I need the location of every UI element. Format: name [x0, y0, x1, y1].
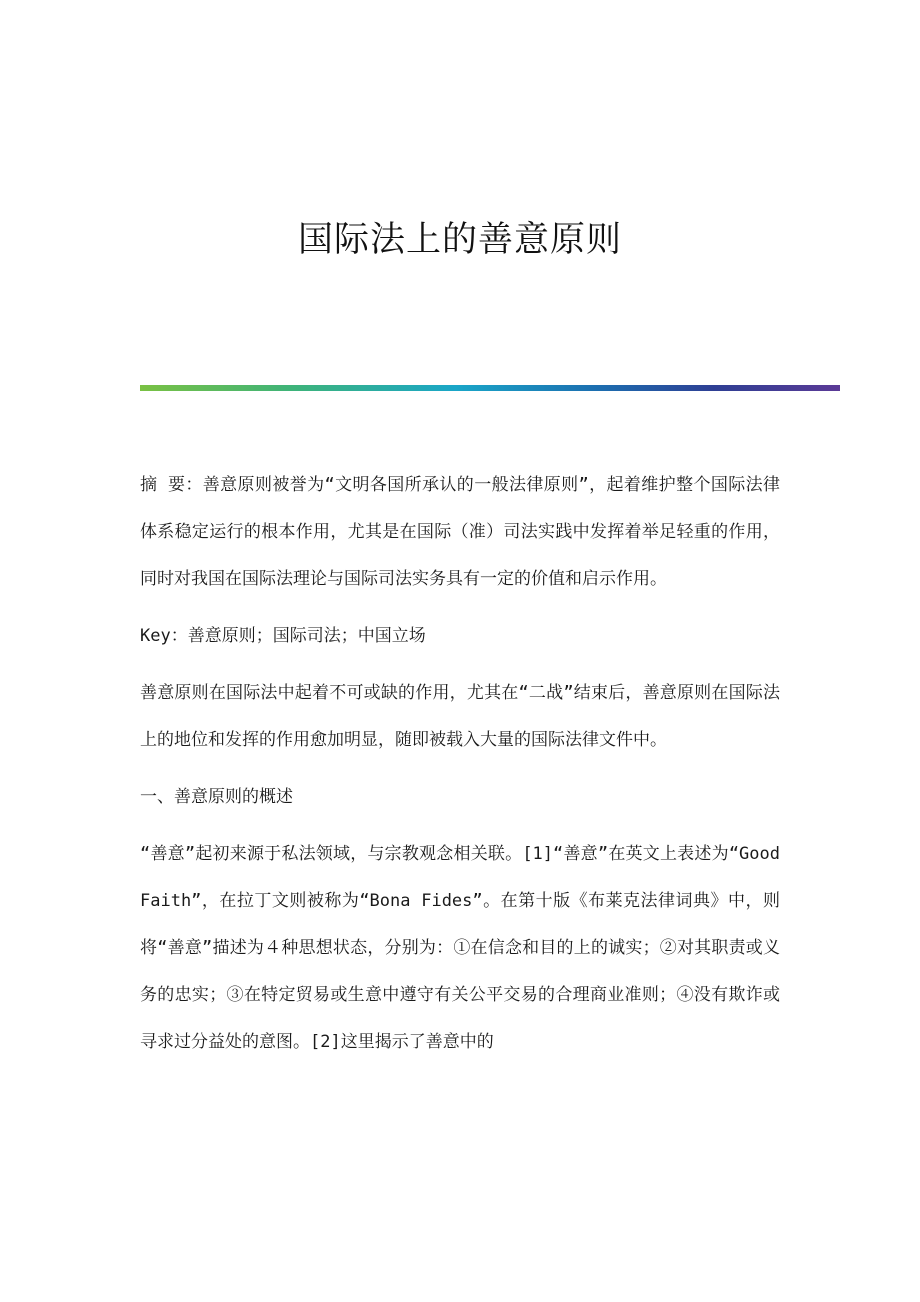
section-paragraph: “善意”起初来源于私法领域，与宗教观念相关联。[1]“善意”在英文上表述为“Good Faith”，在拉丁文则被称为“Bona Fides”。在第十版《布莱克法律词典》中，则将“善意”描述为４种思想状态，分别为：①在信念和目的上的诚实；②对其职责或义务的忠实；③在特定贸易或生意中遵守有关公平交易的合理商业准则；④没有欺诈或寻求过分益处的意图。[2]这里揭示了善意中的 — [140, 844, 780, 1052]
document-body — [140, 462, 780, 1076]
abstract-paragraph: 摘 要：善意原则被誉为“文明各国所承认的一般法律原则”，起着维护整个国际法律体系稳定运行的根本作用，尤其是在国际（准）司法实践中发挥着举足轻重的作用，同时对我国在国际法理论与国际司法实务具有一定的价值和启示作用。 — [140, 475, 780, 589]
keywords-line: Key：善意原则；国际司法；中国立场 — [140, 626, 426, 646]
document-title: 国际法上的善意原则 — [297, 220, 622, 260]
section-heading: 一、善意原则的概述 — [140, 787, 293, 807]
title-divider — [140, 385, 840, 391]
intro-paragraph: 善意原则在国际法中起着不可或缺的作用，尤其在“二战”结束后，善意原则在国际法上的地位和发挥的作用愈加明显，随即被载入大量的国际法律文件中。 — [140, 683, 780, 750]
